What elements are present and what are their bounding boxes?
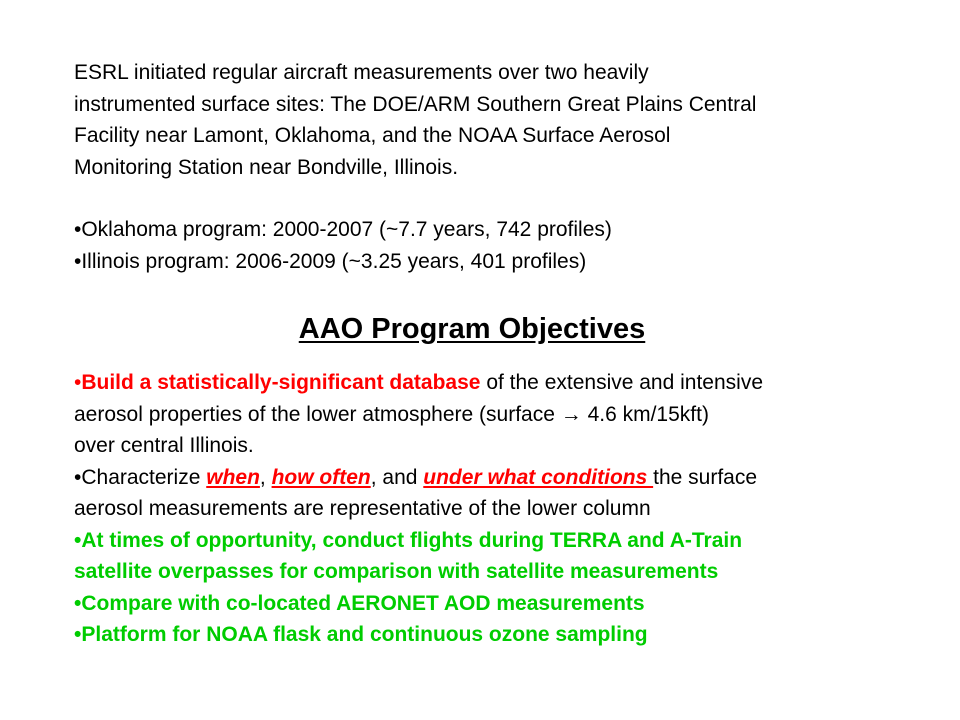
objective-characterize-line: aerosol measurements are representative of the lower column	[74, 497, 651, 520]
objective-ozone-line: •Platform for NOAA flask and continuous ozone sampling	[74, 623, 648, 646]
objectives-heading: AAO Program Objectives	[298, 313, 646, 345]
emphasis-conditions: under what conditions	[423, 465, 654, 489]
objective-characterize-line	[74, 462, 894, 494]
illinois-program-item: •Illinois program: 2006-2009 (~3.25 years, 401 profiles)	[74, 249, 587, 273]
objective-satellite-line: satellite overpasses for comparison with satellite measurements	[74, 560, 719, 583]
programs-list	[74, 214, 894, 277]
intro-line: Monitoring Station near Bondville, Illinois.	[74, 155, 459, 179]
objective-build-text: of the extensive and intensive	[480, 371, 763, 394]
objective-satellite-line: •At times of opportunity, conduct flights during TERRA and A-Train	[74, 528, 743, 552]
bullet: •	[74, 371, 82, 394]
objective-build-line	[74, 367, 894, 399]
objective-characterize-text: the surface	[653, 465, 758, 489]
emphasis-how-often: how often	[271, 465, 371, 489]
intro-line: ESRL initiated regular aircraft measurements over two heavily	[74, 61, 649, 84]
emphasis-when: when	[206, 465, 260, 489]
objectives-list	[74, 367, 894, 651]
intro-line: instrumented surface sites: The DOE/ARM Southern Great Plains Central	[74, 92, 757, 116]
objective-characterize-start: •Characterize	[74, 465, 207, 489]
objective-build-line: over central Illinois.	[74, 434, 254, 457]
objective-build-highlight: Build a statistically-significant database	[81, 371, 481, 394]
objective-build-line: aerosol properties of the lower atmosphere (surface → 4.6 km/15kft)	[74, 402, 709, 426]
separator: ,	[259, 465, 272, 489]
separator: , and	[370, 465, 424, 489]
oklahoma-program-item: •Oklahoma program: 2000-2007 (~7.7 years, 742 profiles)	[74, 218, 612, 241]
intro-paragraph	[74, 57, 894, 183]
objective-aeronet-line: •Compare with co-located AERONET AOD measurements	[74, 591, 645, 615]
intro-line: Facility near Lamont, Oklahoma, and the NOAA Surface Aerosol	[74, 124, 671, 147]
